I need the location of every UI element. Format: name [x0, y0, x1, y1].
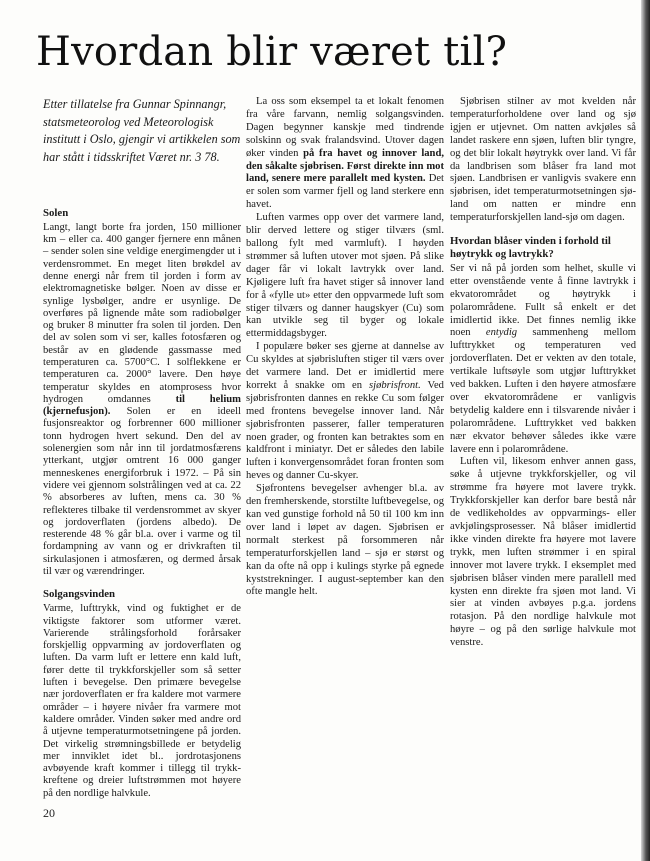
- paragraph: La oss som eksempel ta et lokalt fenomen fra våre farvann, nemlig solgangsvinden. Dagen begynner kanskje med tindrende solskinn og svak fralandsvind. Utover dagen øker vinden på fra havet og innover land, den såkalte sjøbrisen. Først direkte inn mot land, senere mere parallelt med kysten. Det er solen som varmer fjell og land sterkere enn havet.: [246, 96, 444, 211]
- paragraph: Luften varmes opp over det varmere land, blir derved lettere og stiger tilværs (sml. ballong fylt med varmluft). I høyden strømmer så luften utover mot sjøen. På slike dager får vi lokalt lavtrykk over land. Kjøligere luft fra havet stiger så innover land for å «fylle ut» etter den oppvarmede luft som stiger tilværs og danner haugskyer (Cu) som kan utvikle seg til byger og lokale ettermiddagsbyger.: [246, 212, 444, 340]
- article-intro: Etter tillatelse fra Gunnar Spinnangr, statsmeteorolog ved Meteorologisk institutt i Oslo, gjengir vi artikkelen som har stått i tidsskriftet Været nr. 3 78.: [43, 97, 241, 165]
- article-title: Hvordan blir været til?: [36, 29, 508, 75]
- paragraph: Luften vil, likesom enhver annen gass, søke å utjevne trykkforskjeller, og vil strømme fra høyere mot lavere trykk. Trykkforskjeller kan derfor bare bestå når de vedlikeholdes av oppvarmings- eller avkjølingsprosesser. Nå blåser imidlertid ikke vinden direkte fra høyere mot lavere trykk, men luften strømmer i en spiral innover mot lavere trykk. I eksemplet med sjøbrisen blåser vinden mere parallell med kysten enn direkte fra sjøen mot land. Vi sier at vinden avbøyes p.g.a. jordens rotasjon. På den nordlige halvkule mot høyre – og på den sørlige halvkule mot venstre.: [450, 456, 636, 649]
- paragraph: Ser vi nå på jorden som helhet, skulle vi etter ovenstående vente å finne lavtrykk i ekvatorområdet og høytrykk i polarområdene. Fullt så enkelt er det imidlertid ikke. Det finnes nemlig ikke noen entydig sammenheng mellom lufttrykket og temperaturen ved jordoverflaten. Det er vekten av den totale, vertikale luftsøyle som utgjør lufttrykket ved bakken. Luften i den høyere atmosfære over ekvatorområdene er vanligvis betydelig kaldere enn i tilsvarende nivåer i polarområdene. Lufttrykket ved bakken nær ekvator behøver således ikke være lavere enn i polarområdene.: [450, 262, 636, 455]
- paragraph: Sjøbrisen stilner av mot kvelden når temperaturforholdene over land og sjø igjen er utjevnet. Om natten avkjøles så landet raskere enn sjøen, luften blir tyngre, og det blir lokalt høytrykk over land. Vi får da landbrisen som blåser fra land mot sjøen. Landbrisen er vanligvis svakere enn sjøbrisen, idet temperaturmotsetningen sjø-land om natten er mindre enn temperaturforskjellen land-sjø om dagen.: [450, 96, 636, 224]
- paragraph: I populære bøker ses gjerne at dannelse av Cu skyldes at sjøbrisluften stiger til værs over det varmere land. Det er imidlertid mere korrekt å snakke om en sjøbrisfront. Ved sjøbrisfronten dannes en rekke Cu som følger med frontens bevegelse innover land. Når sjøbrisfronten passerer, faller temperaturen noen grader, og fronten kan betraktes som en kaldfront i miniatyr. Det er således den labile luften i konvergensområdet foran fronten som heves og danner Cu-skyer.: [246, 341, 444, 482]
- column-3: [450, 96, 636, 650]
- paragraph: Langt, langt borte fra jorden, 150 millioner km – eller ca. 400 ganger fjernere enn månen – sender solen sine veldige energimengder ut i verdensrommet. En meget liten brøkdel av denne energi når frem til jorden i form av elektromagnetiske bølger. Noen av disse er synlige lysbølger, andre er usynlige. De overføres på lignende måte som radiobølger og bruker 8 minutter fra solen til jorden. Den del av solen som vi ser, kalles fotosfæren og består av en glødende gassmasse med temperaturen ca. 5700°C. I solflekkene er temperaturen ca. 2000° lavere. Den høye temperatur skyldes en atomprosess hvor hydrogen omdannes til helium (kjernefusjon). Solen er en ideell fusjonsreaktor og forbrenner 600 millioner tonn hydrogen hvert sekund. Den del av solenergien som når inn til jordatmosfærens ytterkant, utgjør omtrent 16 000 ganger menneskenes energiforbruk i 1972. – På sin videre vei gjennom solstrålingen ved at ca. 22 % absorberes av luften, mens ca. 30 % reflekteres tilbake til verdensrommet av skyer og jordoverflaten (jordens albedo). De resterende 48 % går bl.a. over i varme og til fordampning av vann og er drivkraften til sirkulasjonen i atmosfæren, og dermed årsak til vær og værendringer.: [43, 221, 241, 578]
- paragraph: Sjøfrontens bevegelser avhenger bl.a. av den fremherskende, storstilte luftbevegelse, og kan ved gunstige forhold nå 50 til 100 km inn over land i løpet av dagen. Sjøbrisen er normalt sterkest på forsommeren når temperaturforskjellen land – sjø er størst og kan da ofte nå opp i kulings styrke på egnede kyststrekninger. I august-september kan den ofte mangle helt.: [246, 483, 444, 598]
- page-number: 20: [43, 806, 55, 820]
- section-heading-solen: Solen: [43, 206, 69, 219]
- column-1: [43, 96, 241, 800]
- page-edge-shadow: [641, 0, 650, 861]
- section-heading-hvordan: Hvordan blåser vinden i forhold til høytrykk og lavtrykk?: [450, 235, 611, 260]
- section-heading-solgangsvinden: Solgangsvinden: [43, 588, 116, 601]
- paragraph: Varme, lufttrykk, vind og fuktighet er de viktigste faktorer som utformer været. Varierende strålingsforhold forårsaker forskjellig oppvarming av jordoverflaten og luften. Da varm luft er lettere enn kald luft, fører dette til trykkforskjeller som så setter luften i bevegelse. Den primære bevegelse nær jordoverflaten er fra kaldere mot varmere områder – i høyere nivåer fra varmere mot kaldere områder. Vinden søker med andre ord å utjevne temperaturmotsetningene på jorden. Det virkelig strømningsbillede er betydelig mer innviklet idet bl.. jordrotasjonens avbøyende kraft kommer i tillegg til trykk-kreftene og dreier luftstrømmen mot høyere på den nordlige halvkule.: [43, 603, 241, 799]
- column-2: [246, 96, 444, 599]
